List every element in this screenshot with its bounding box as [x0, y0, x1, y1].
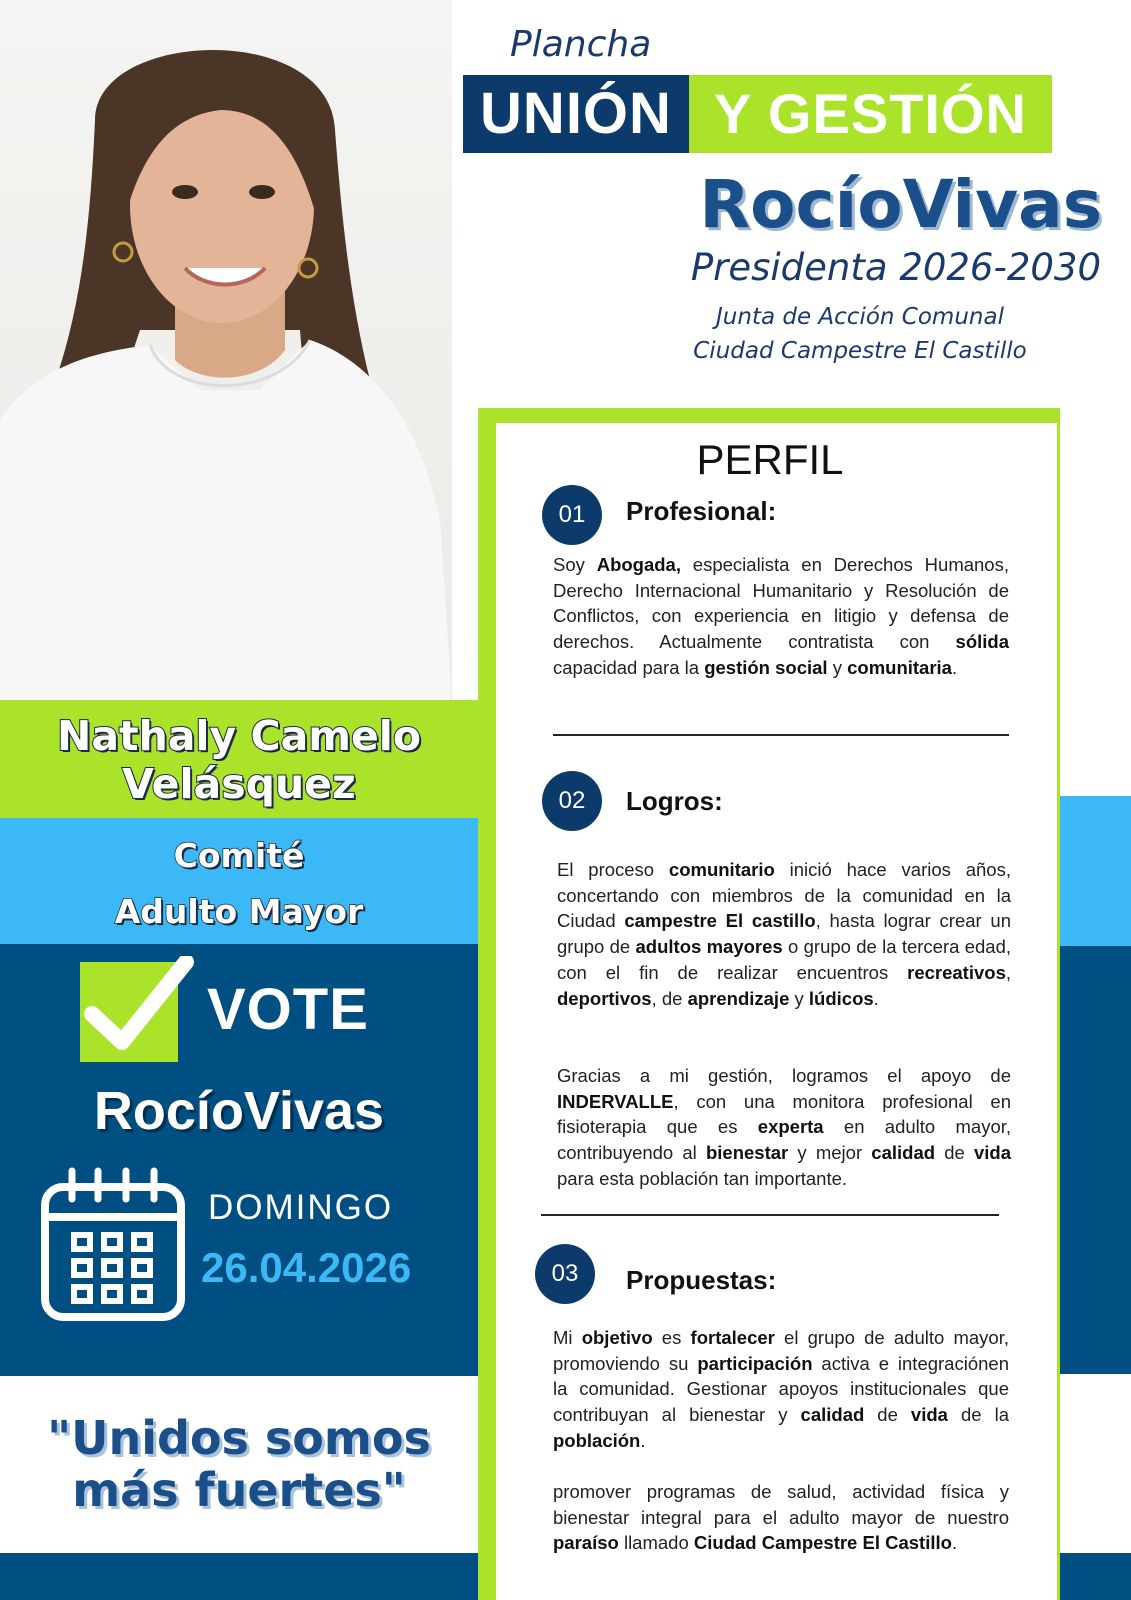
- bold-text: bienestar: [705, 1142, 789, 1164]
- bold-text: experta: [757, 1116, 824, 1138]
- text-run: promover programas de salud, actividad física y bienestar integral para el adulto mayor de nuestro: [553, 1481, 1009, 1528]
- plancha-label: Plancha: [510, 24, 652, 65]
- text-run: , con una monitora profesional en fisioterapia que es: [557, 1090, 1011, 1138]
- section-number-badge: 03: [535, 1244, 595, 1304]
- section-divider: [541, 1214, 999, 1216]
- bold-text: fortalecer: [690, 1327, 775, 1348]
- text-run: ,: [1005, 961, 1011, 983]
- election-day: DOMINGO: [208, 1188, 394, 1227]
- nominee-name-line2: Velásquez: [122, 760, 356, 808]
- bold-text: comunitaria: [847, 656, 952, 678]
- organization: [640, 300, 1080, 368]
- vote-label: VOTE: [207, 977, 369, 1042]
- bold-text: objetivo: [581, 1327, 653, 1348]
- bold-text: aprendizaje: [687, 987, 790, 1009]
- text-run: de: [864, 1404, 911, 1426]
- text-run: es: [652, 1327, 691, 1348]
- bold-text: sólida: [955, 631, 1009, 653]
- bold-text: Abogada,: [596, 554, 681, 575]
- section-number-badge: 01: [542, 485, 602, 545]
- committee-line2: Adulto Mayor: [114, 892, 364, 931]
- text-run: en adulto mayor, contribuyendo al: [557, 1116, 1012, 1164]
- organization-line1: Junta de Acción Comunal: [716, 304, 1004, 330]
- bold-text: participación: [697, 1352, 813, 1374]
- section-paragraph: [553, 1325, 1009, 1454]
- bold-text: INDERVALLE: [557, 1090, 674, 1112]
- section-paragraph: [557, 857, 1011, 1011]
- election-date: 26.04.2026: [201, 1244, 412, 1291]
- text-run: Gracias a mi gestión, logramos el apoyo de: [557, 1065, 1011, 1086]
- bold-text: lúdicos: [808, 987, 874, 1009]
- section-paragraph: [553, 552, 1009, 681]
- text-run: capacidad para la: [553, 656, 705, 678]
- text-run: y: [827, 656, 848, 678]
- bold-text: campestre El castillo: [624, 910, 816, 932]
- nominee-name: [0, 712, 478, 808]
- text-run: el grupo de adulto mayor, promoviendo su: [553, 1327, 1009, 1374]
- text-run: , hasta lograr crear un grupo de: [557, 910, 1012, 958]
- text-run: .: [951, 656, 958, 678]
- text-run: .: [951, 1532, 958, 1554]
- text-run: y: [789, 987, 809, 1009]
- bold-text: población: [553, 1429, 641, 1451]
- section-title: Logros:: [626, 786, 723, 816]
- candidate-role: Presidenta 2026-2030: [690, 246, 1101, 289]
- right-navy-band: [1058, 946, 1131, 1374]
- section-number-badge: 02: [542, 771, 602, 831]
- section-title: Propuestas:: [626, 1265, 777, 1295]
- slogan-line1: "Unidos somos: [47, 1411, 431, 1465]
- committee-label: [0, 828, 478, 940]
- profile-title: PERFIL: [696, 436, 844, 483]
- bold-text: comunitario: [668, 859, 775, 880]
- right-cyan-band: [1058, 796, 1131, 946]
- calendar-icon: [40, 1165, 186, 1327]
- text-run: de la: [947, 1404, 1009, 1426]
- text-run: o grupo de la tercera edad, con el fin de realizar encuentros: [557, 936, 1012, 983]
- section-paragraph: [557, 1063, 1011, 1192]
- text-run: para esta población tan importante.: [557, 1167, 848, 1189]
- text-run: y mejor: [788, 1142, 872, 1164]
- text-run: .: [640, 1429, 646, 1451]
- vote-candidate-name: RocíoVivas: [93, 1081, 385, 1141]
- gestion-label: Y GESTIÓN: [714, 82, 1027, 145]
- bold-text: paraíso: [553, 1532, 619, 1554]
- text-run: .: [873, 987, 879, 1009]
- committee-line1: Comité: [173, 836, 305, 875]
- bold-text: adultos mayores: [635, 936, 783, 958]
- organization-line2: Ciudad Campestre El Castillo: [693, 338, 1027, 364]
- section-divider: [553, 734, 1009, 736]
- text-run: activa e integraciónen la comunidad. Gestionar apoyos institucionales que contribuyan al bienestar y: [553, 1352, 1009, 1426]
- union-label: UNIÓN: [480, 81, 672, 146]
- candidate-photo: [0, 0, 452, 700]
- text-run: llamado: [618, 1532, 694, 1554]
- slogan-line2: más fuertes": [72, 1463, 406, 1517]
- bold-text: Ciudad Campestre El Castillo: [693, 1532, 952, 1554]
- bold-text: calidad: [871, 1142, 936, 1164]
- bold-text: vida: [973, 1142, 1012, 1164]
- text-run: Mi: [553, 1327, 582, 1348]
- bold-text: vida: [910, 1404, 948, 1426]
- slogan: [0, 1412, 478, 1516]
- text-run: inició hace varios años, concertando con miembros de la comunidad en la Ciudad: [557, 859, 1011, 932]
- text-run: , de: [651, 987, 688, 1009]
- check-icon: [80, 962, 178, 1062]
- bold-text: calidad: [800, 1404, 865, 1426]
- candidate-name: RocíoVivas: [699, 166, 1102, 243]
- bold-text: recreativos: [907, 961, 1006, 983]
- text-run: Soy: [553, 554, 597, 575]
- text-run: El proceso: [557, 859, 669, 880]
- nominee-name-line1: Nathaly Camelo: [57, 712, 421, 760]
- text-run: especialista en Derechos Humanos, Derecho Internacional Humanitario y Resolución de Conflictos, con experiencia en litigio y defensa de derechos. Actualmente contratista con: [553, 554, 1009, 653]
- text-run: de: [935, 1142, 974, 1164]
- bold-text: deportivos: [557, 987, 652, 1009]
- section-title: Profesional:: [626, 496, 777, 526]
- bold-text: gestión social: [704, 656, 828, 678]
- section-paragraph: [553, 1479, 1009, 1556]
